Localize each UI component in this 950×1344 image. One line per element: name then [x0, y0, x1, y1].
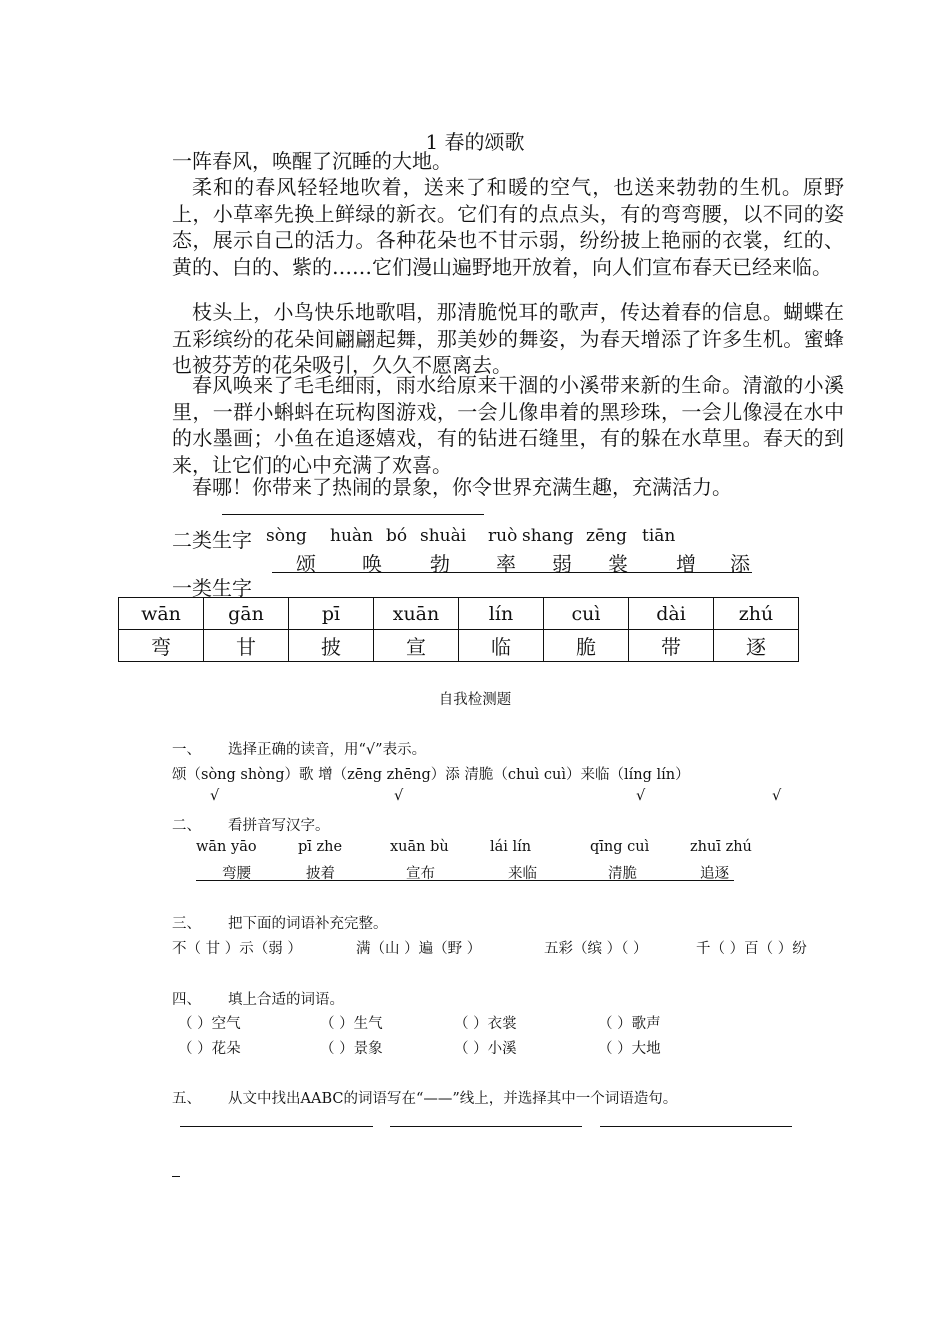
q4-item: （ ）小溪 — [454, 1041, 517, 1057]
class1-char: 甘 — [204, 630, 289, 662]
q3-item: 满（山 ）遍（野 ） — [356, 941, 482, 957]
class2-pinyin: bó — [386, 526, 408, 546]
check-mark: √ — [394, 788, 404, 804]
class2-pinyin: shang — [522, 526, 574, 546]
class1-pinyin: wān — [119, 598, 204, 630]
q4-item: （ ）花朵 — [178, 1041, 241, 1057]
q3-item: 千（ ）百（ ）纷 — [696, 941, 807, 957]
q2-pinyin: pī zhe — [298, 839, 343, 855]
sentence-blank-line[interactable] — [172, 1176, 180, 1177]
class2-pinyin: zēng — [586, 526, 627, 546]
class2-char: 增 — [676, 552, 696, 576]
q2-number: 二、 — [172, 818, 201, 834]
q2-pinyin: zhuī zhú — [690, 839, 752, 855]
class1-char: 弯 — [119, 630, 204, 662]
class2-pinyin: shuài — [420, 526, 467, 546]
q2-pinyin: qīng cuì — [590, 839, 650, 855]
class1-pinyin: lín — [459, 598, 544, 630]
class1-table — [118, 597, 799, 662]
q1-instruction: 选择正确的读音，用“√”表示。 — [228, 742, 427, 758]
q5-instruction: 从文中找出AABC的词语写在“——”线上，并选择其中一个词语造句。 — [228, 1091, 678, 1107]
paragraph-2: 柔和的春风轻轻地吹着，送来了和暖的空气，也送来勃勃的生机。原野上，小草率先换上鲜绿的新衣。它们有的点点头，有的弯弯腰，以不同的姿态，展示自己的活力。各种花朵也不甘示弱，纷纷披上艳丽的衣裳，红的、黄的、白的、紫的……它们漫山遍野地开放着，向人们宣布春天已经来临。 — [172, 175, 844, 279]
q2-answer: 披着 — [306, 866, 335, 882]
q4-item: （ ）歌声 — [598, 1016, 661, 1032]
q3-item: 五彩（缤 ）（ ） — [544, 941, 648, 957]
q4-item: （ ）生气 — [320, 1016, 383, 1032]
class2-char: 颂 — [296, 552, 316, 576]
q2-answer: 来临 — [508, 866, 537, 882]
class2-char: 率 — [496, 552, 516, 576]
q3-item: 不（ 甘 ）示（弱 ） — [172, 941, 302, 957]
class2-pinyin: ruò — [488, 526, 518, 546]
q4-item: （ ）衣裳 — [454, 1016, 517, 1032]
answer-blank-line[interactable] — [390, 1126, 582, 1127]
q2-instruction: 看拼音写汉字。 — [228, 818, 330, 834]
quiz-heading: 自我检测题 — [438, 692, 512, 708]
class2-char: 添 — [730, 552, 750, 576]
class1-char: 逐 — [714, 630, 799, 662]
q4-item: （ ）景象 — [320, 1041, 383, 1057]
paragraph-1: 一阵春风，唤醒了沉睡的大地。 — [172, 149, 452, 173]
class1-char: 宣 — [374, 630, 459, 662]
class1-pinyin: pī — [289, 598, 374, 630]
paragraph-5: 春哪！你带来了热闹的景象，你令世界充满生趣，充满活力。 — [192, 475, 732, 499]
class1-pinyin: xuān — [374, 598, 459, 630]
q2-answer: 追逐 — [700, 866, 729, 882]
q2-answer: 清脆 — [608, 866, 637, 882]
q2-pinyin: xuān bù — [390, 839, 449, 855]
class1-pinyin: gān — [204, 598, 289, 630]
q2-pinyin: wān yāo — [196, 839, 257, 855]
q2-answer: 弯腰 — [222, 866, 251, 882]
check-mark: √ — [772, 788, 782, 804]
separator-line — [222, 514, 484, 515]
q2-pinyin: lái lín — [490, 839, 532, 855]
class2-label: 二类生字 — [172, 528, 252, 552]
class2-char: 裳 — [608, 552, 628, 576]
class1-char: 披 — [289, 630, 374, 662]
q4-number: 四、 — [172, 992, 201, 1008]
q4-item: （ ）大地 — [598, 1041, 661, 1057]
answer-blank-line[interactable] — [180, 1126, 373, 1127]
class1-label: 一类生字 — [172, 576, 252, 600]
class1-pinyin: cuì — [544, 598, 629, 630]
check-mark: √ — [636, 788, 646, 804]
page-title: 1 春的颂歌 — [425, 130, 525, 154]
class2-pinyin: sòng — [266, 526, 307, 546]
q4-instruction: 填上合适的词语。 — [228, 992, 344, 1008]
check-mark: √ — [210, 788, 220, 804]
class1-char: 脆 — [544, 630, 629, 662]
q2-answer: 宣布 — [406, 866, 435, 882]
class1-char: 带 — [629, 630, 714, 662]
q3-instruction: 把下面的词语补充完整。 — [228, 916, 388, 932]
class1-char: 临 — [459, 630, 544, 662]
paragraph-4: 春风唤来了毛毛细雨，雨水给原来干涸的小溪带来新的生命。清澈的小溪里，一群小蝌蚪在玩构图游戏，一会儿像串着的黑珍珠，一会儿像浸在水中的水墨画；小鱼在追逐嬉戏，有的钻进石缝里，有的躲在水草里。春天的到来，让它们的心中充满了欢喜。 — [172, 373, 844, 477]
class1-pinyin: zhú — [714, 598, 799, 630]
q3-number: 三、 — [172, 916, 201, 932]
q5-number: 五、 — [172, 1091, 201, 1107]
q4-item: （ ）空气 — [178, 1016, 241, 1032]
class2-char: 勃 — [430, 552, 450, 576]
q2-underline — [196, 880, 734, 881]
class2-char: 弱 — [552, 552, 572, 576]
class2-underline — [272, 572, 752, 573]
paragraph-3: 枝头上，小鸟快乐地歌唱，那清脆悦耳的歌声，传达着春的信息。蝴蝶在五彩缤纷的花朵间翩翩起舞，那美妙的舞姿，为春天增添了许多生机。蜜蜂也被芬芳的花朵吸引，久久不愿离去。 — [172, 300, 844, 377]
class2-char: 唤 — [362, 552, 382, 576]
class2-pinyin: tiān — [642, 526, 676, 546]
q1-options-line: 颂（sòng shòng）歌 增（zēng zhēng）添 清脆（chuì cuì）来临（líng lín） — [172, 767, 690, 783]
answer-blank-line[interactable] — [600, 1126, 792, 1127]
class1-pinyin: dài — [629, 598, 714, 630]
q1-number: 一、 — [172, 742, 201, 758]
class2-pinyin: huàn — [330, 526, 373, 546]
